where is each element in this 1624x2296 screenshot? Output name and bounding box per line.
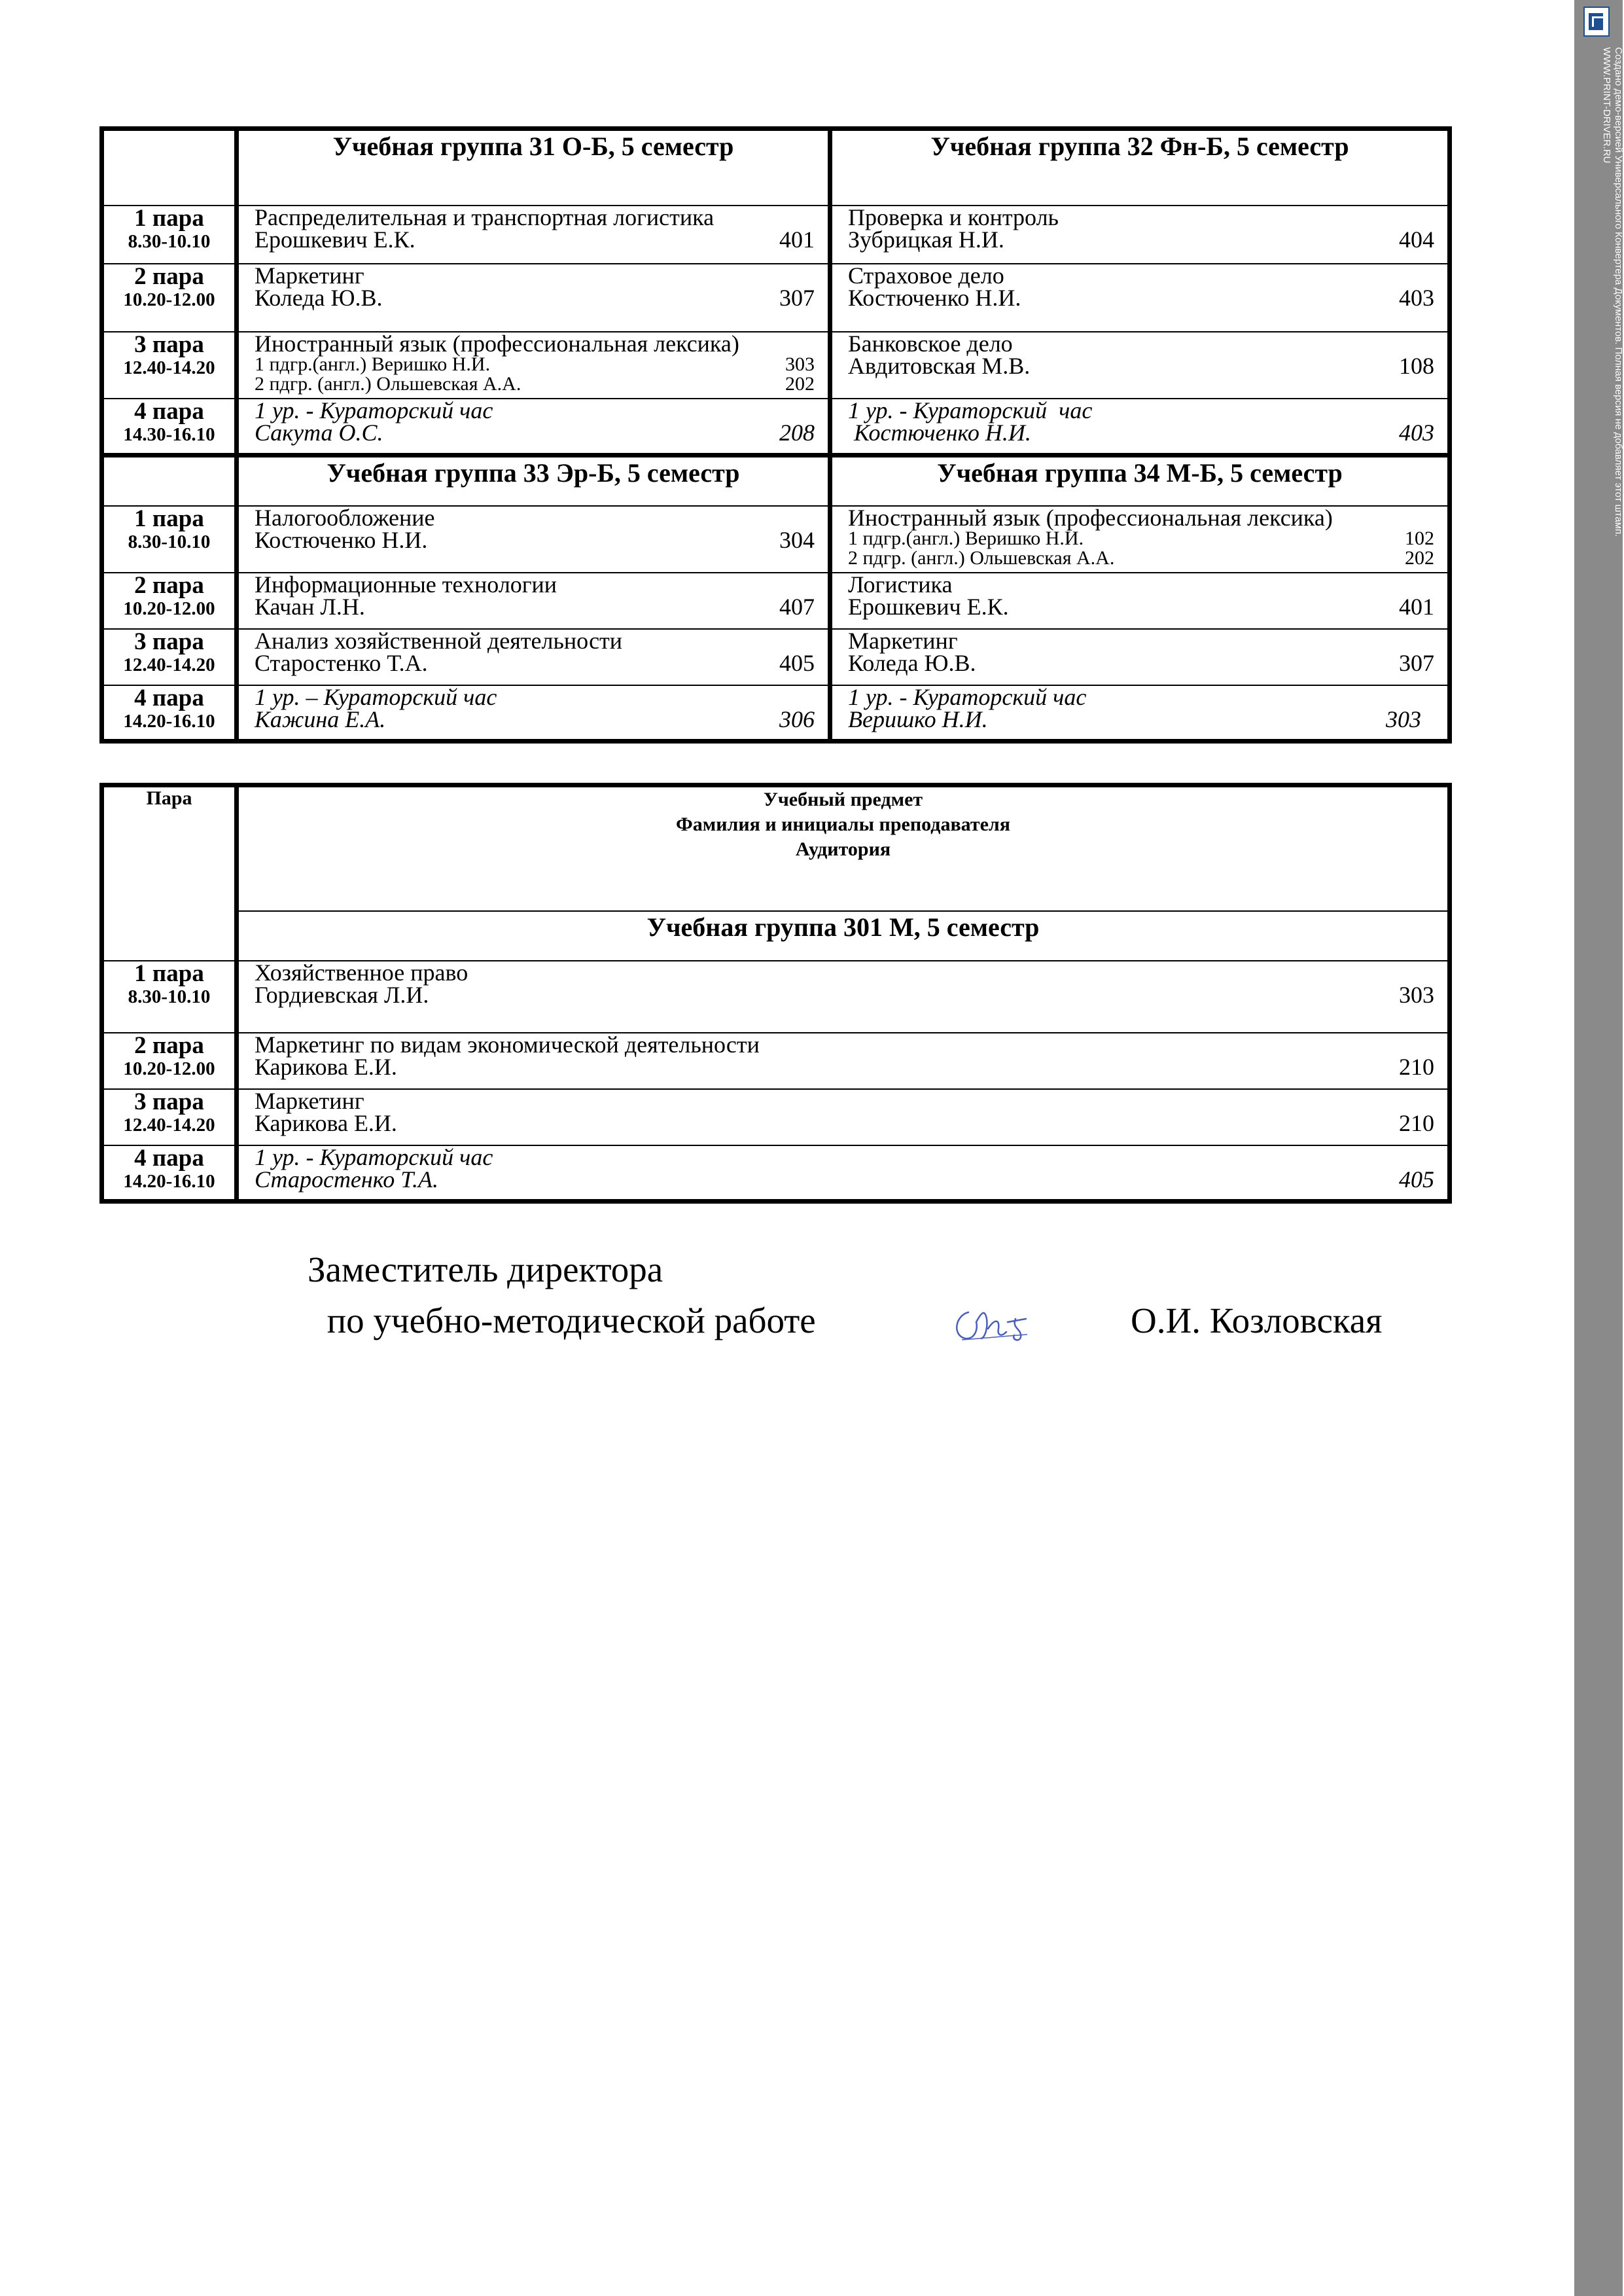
lesson-cell: 1 ур. - Кураторский час Костюченко Н.И. 403 xyxy=(830,399,1450,456)
pair-cell: 4 пара 14.20-16.10 xyxy=(102,1145,237,1202)
schedule-table-groups xyxy=(99,126,1452,744)
lesson-cell: Анализ хозяйственной деятельности Старостенко Т.А. 405 xyxy=(237,629,830,685)
signatory-position-line2: по учебно-методической работе xyxy=(318,1300,816,1340)
lesson-cell: Маркетинг Карикова Е.И. 210 xyxy=(237,1089,1450,1145)
lesson-cell: Маркетинг Коледа Ю.В. 307 xyxy=(237,264,830,332)
signatory-position-line1: Заместитель директора xyxy=(308,1249,663,1289)
lesson-cell: Страховое дело Костюченко Н.И. 403 xyxy=(830,264,1450,332)
lesson-cell: Маркетинг Коледа Ю.В. 307 xyxy=(830,629,1450,685)
column-header: Учебный предмет Фамилия и инициалы преподавателя Аудитория xyxy=(237,785,1450,911)
pair-cell: 1 пара 8.30-10.10 xyxy=(102,206,237,264)
pair-cell: 2 пара 10.20-12.00 xyxy=(102,573,237,629)
pair-cell: 4 пара 14.20-16.10 xyxy=(102,685,237,742)
lesson-cell: Хозяйственное право Гордиевская Л.И. 303 xyxy=(237,961,1450,1033)
group-header: Учебная группа 301 М, 5 семестр xyxy=(237,911,1450,961)
empty-corner-cell xyxy=(102,456,237,506)
group-header: Учебная группа 33 Эр-Б, 5 семестр xyxy=(237,456,830,506)
pair-cell: 2 пара 10.20-12.00 xyxy=(102,264,237,332)
pair-cell: 3 пара 12.40-14.20 xyxy=(102,1089,237,1145)
group-header: Учебная группа 31 О-Б, 5 семестр xyxy=(237,129,830,206)
group-header: Учебная группа 32 Фн-Б, 5 семестр xyxy=(830,129,1450,206)
signatory-name: О.И. Козловская xyxy=(1131,1300,1383,1340)
pair-cell: 1 пара 8.30-10.10 xyxy=(102,961,237,1033)
lesson-cell: Иностранный язык (профессиональная лексика) 1 пдгр.(англ.) Веришко Н.И. 303 2 пдгр. (англ.) Ольшевская А.А. 202 xyxy=(237,332,830,399)
lesson-cell: 1 ур. - Кураторский час Сакута О.С. 208 xyxy=(237,399,830,456)
lesson-cell: Информационные технологии Качан Л.Н. 407 xyxy=(237,573,830,629)
pair-cell: 4 пара 14.30-16.10 xyxy=(102,399,237,456)
lesson-cell: Банковское дело Авдитовская М.В. 108 xyxy=(830,332,1450,399)
group-header: Учебная группа 34 М-Б, 5 семестр xyxy=(830,456,1450,506)
empty-corner-cell xyxy=(102,129,237,206)
converter-logo-icon xyxy=(1583,7,1610,37)
lesson-cell: Налогообложение Костюченко Н.И. 304 xyxy=(237,506,830,573)
pair-cell: 3 пара 12.40-14.20 xyxy=(102,629,237,685)
lesson-cell: 1 ур. - Кураторский час Старостенко Т.А. 405 xyxy=(237,1145,1450,1202)
pair-cell: 2 пара 10.20-12.00 xyxy=(102,1033,237,1089)
lesson-cell: 1 ур. – Кураторский час Кажина Е.А. 306 xyxy=(237,685,830,742)
lesson-cell: Иностранный язык (профессиональная лексика) 1 пдгр.(англ.) Веришко Н.И. 102 2 пдгр. (англ.) Ольшевская А.А. 202 xyxy=(830,506,1450,573)
lesson-cell: Логистика Ерошкевич Е.К. 401 xyxy=(830,573,1450,629)
pair-cell: 1 пара 8.30-10.10 xyxy=(102,506,237,573)
para-header-cell: Пара xyxy=(102,785,237,961)
lesson-cell: Проверка и контроль Зубрицкая Н.И. 404 xyxy=(830,206,1450,264)
lesson-cell: 1 ур. - Кураторский час Веришко Н.И. 303 xyxy=(830,685,1450,742)
lesson-cell: Распределительная и транспортная логистика Ерошкевич Е.К. 401 xyxy=(237,206,830,264)
lesson-cell: Маркетинг по видам экономической деятельности Карикова Е.И. 210 xyxy=(237,1033,1450,1089)
handwritten-signature xyxy=(949,1299,1047,1345)
pair-cell: 3 пара 12.40-14.20 xyxy=(102,332,237,399)
schedule-table-group-301 xyxy=(99,783,1452,1204)
demo-stamp-text: Создано демо-версией Универсального Конвертера Документов. Полная версия не добавляет этот штамп. WWW.PRINT-DRIVER.RU xyxy=(1601,47,1624,537)
